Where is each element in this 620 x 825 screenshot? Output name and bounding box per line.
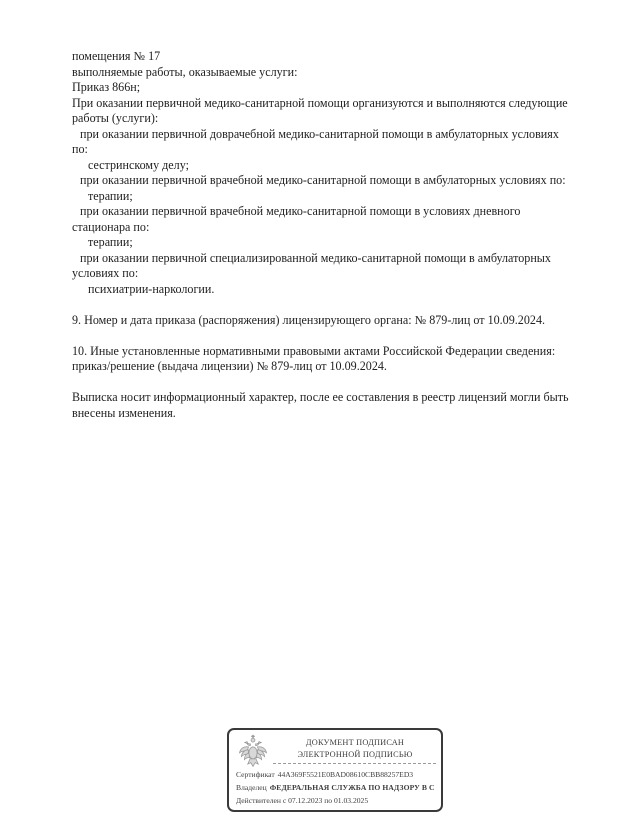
document-text-line: при оказании первичной специализированной медико-санитарной помощи в амбулаторных <box>80 250 551 265</box>
certificate-row <box>236 768 439 781</box>
document-text-line: при оказании первичной доврачебной медико-санитарной помощи в амбулаторных условиях <box>80 126 559 141</box>
owner-value: ФЕДЕРАЛЬНАЯ СЛУЖБА ПО НАДЗОРУ В С <box>269 783 435 792</box>
document-text-line: 9. Номер и дата приказа (распоряжения) лицензирующего органа: № 879-лиц от 10.09.2024. <box>72 312 546 327</box>
validity-text: Действителен с 07.12.2023 по 01.03.2025 <box>236 796 369 805</box>
blank-line <box>72 328 580 344</box>
document-text-line: При оказании первичной медико-санитарной помощи организуются и выполняются следующие <box>72 95 568 110</box>
document-text-line: при оказании первичной врачебной медико-санитарной помощи в условиях дневного <box>80 204 521 218</box>
stamp-title-line1: ДОКУМЕНТ ПОДПИСАН <box>305 738 405 747</box>
digital-signature-stamp <box>227 728 443 812</box>
document-text-line: внесены изменения. <box>72 405 176 420</box>
stamp-title-line2: ЭЛЕКТРОННОЙ ПОДПИСЬЮ <box>297 749 413 759</box>
document-text-line: помещения № 17 <box>72 49 161 63</box>
owner-row <box>236 781 439 794</box>
document-text-line: при оказании первичной врачебной медико-санитарной помощи в амбулаторных условиях по: <box>80 173 566 187</box>
document-text-line: работы (услуги): <box>72 111 159 125</box>
document-text-line: терапии; <box>88 188 133 203</box>
document-text-line: психиатрии-наркологии. <box>88 281 215 296</box>
certificate-value: 44A369F5521E0BAD08610CBB88257ED3 <box>277 770 414 779</box>
document-text-line: условиях по: <box>72 266 139 280</box>
blank-line <box>72 297 580 313</box>
double-headed-eagle-icon <box>238 734 268 768</box>
validity-row <box>236 794 439 807</box>
document-text-line: выполняемые работы, оказываемые услуги: <box>72 64 298 79</box>
document-body-text <box>72 49 580 421</box>
stamp-divider <box>273 763 436 764</box>
document-text-line: Выписка носит информационный характер, после ее составления в реестр лицензий могли быть <box>72 390 569 404</box>
blank-line <box>72 375 580 391</box>
stamp-details <box>236 768 439 807</box>
document-text-line: Приказ 866н; <box>72 80 141 94</box>
stamp-title <box>273 737 437 760</box>
certificate-label: Сертификат <box>236 770 275 779</box>
document-text-line: стационара по: <box>72 219 150 234</box>
document-text-line: приказ/решение (выдача лицензии) № 879-лиц от 10.09.2024. <box>72 359 387 373</box>
owner-label: Владелец <box>236 783 267 792</box>
document-text-line: терапии; <box>88 235 133 249</box>
document-text-line: по: <box>72 142 88 156</box>
document-text-line: 10. Иные установленные нормативными правовыми актами Российской Федерации сведения: <box>72 343 556 358</box>
document-text-line: сестринскому делу; <box>88 157 189 172</box>
